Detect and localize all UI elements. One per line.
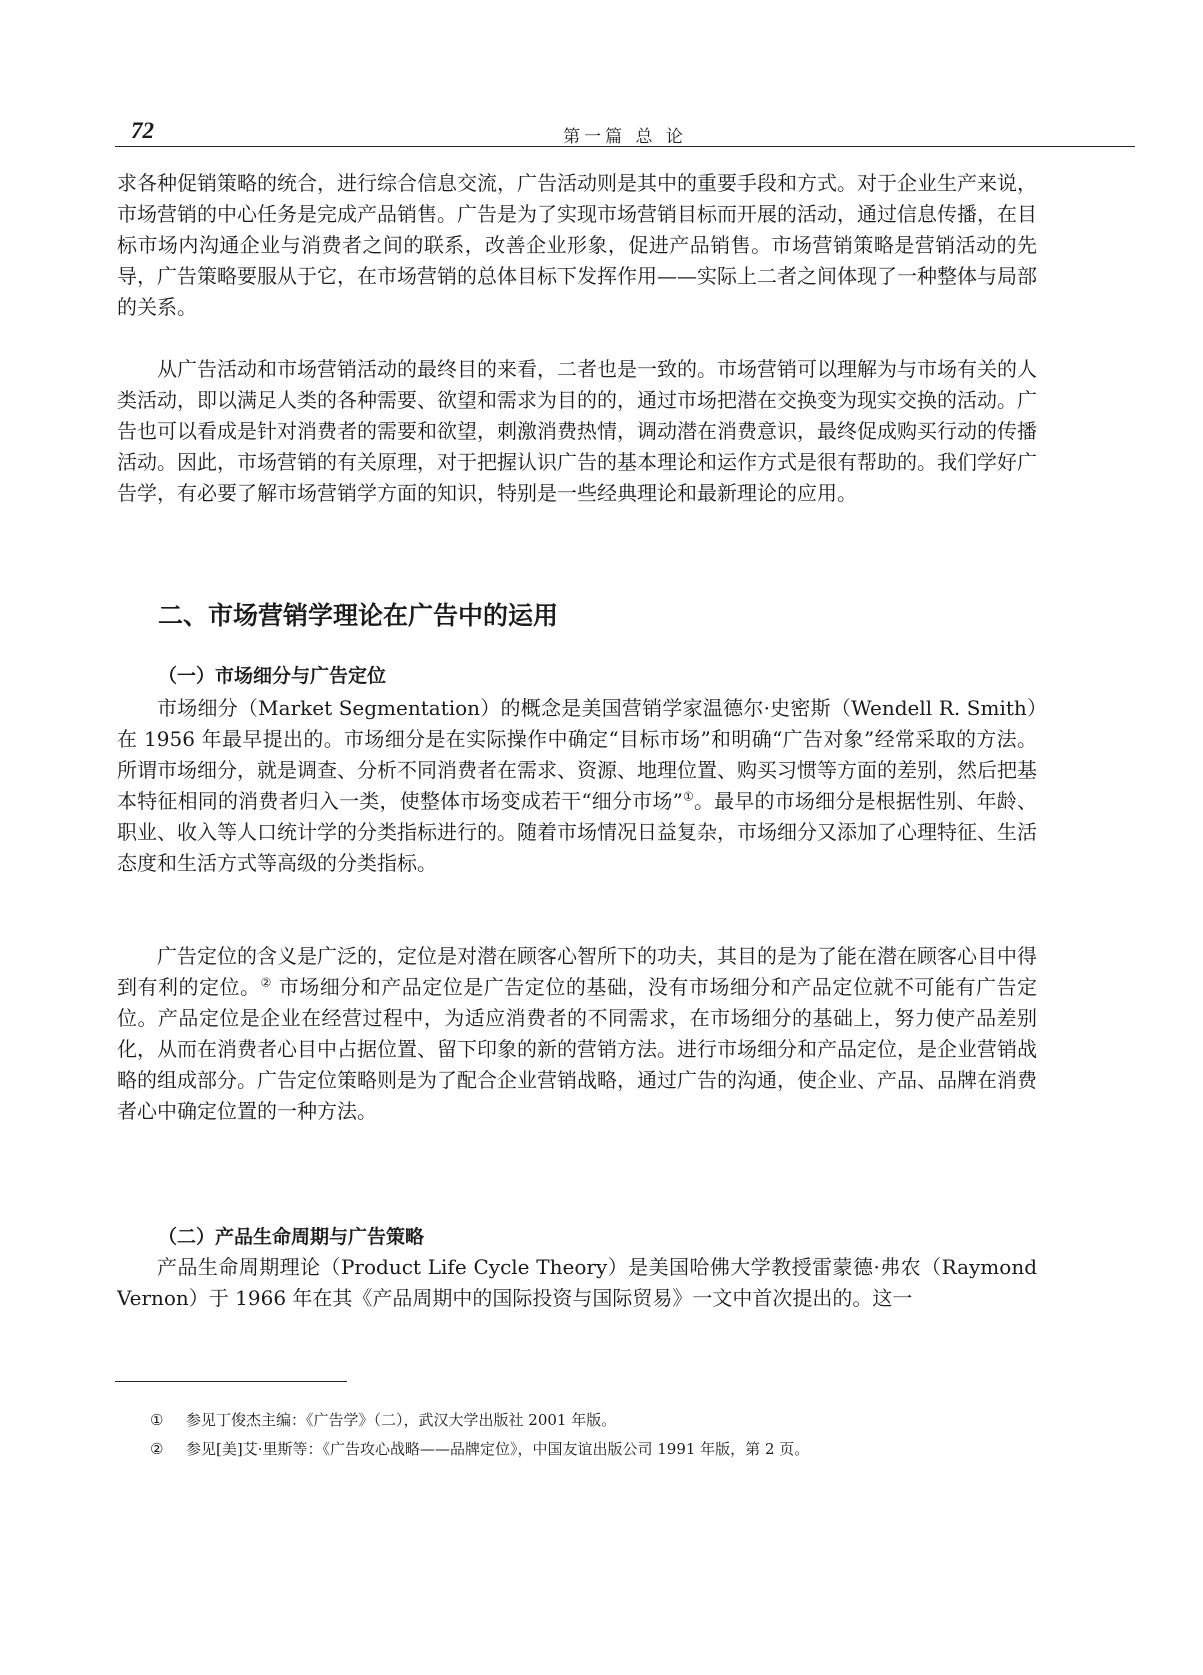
footnote-1	[150, 1410, 616, 1430]
subheading-product-life-cycle: （二）产品生命周期与广告策略	[158, 1226, 425, 1248]
footnote-2	[150, 1439, 809, 1459]
paragraph-text: 。最早的市场细分是根据性别、年龄、职业、收入等人口统计学的分类指标进行的。随着市场情况日益复杂，市场细分又添加了心理特征、生活态度和生活方式等高级的分类指标。	[117, 789, 1037, 875]
running-title: 第一篇 总 论	[563, 127, 687, 147]
paragraph-text: 市场细分和产品定位是广告定位的基础，没有市场细分和产品定位就不可能有广告定位。产品定位是企业在经营过程中，为适应消费者的不同需求，在市场细分的基础上，努力使产品差别化，从而在消费者心目中占据位置、留下印象的新的营销方法。进行市场细分和产品定位，是企业营销战略的组成部分。广告定位策略则是为了配合企业营销战略，通过广告的沟通，使企业、产品、品牌在消费者心中确定位置的一种方法。	[117, 975, 1038, 1123]
paragraph-text: 广告定位的含义是广泛的，定位是对潜在顾客心智所下的功夫，其目的是为了能在潜在顾客心目中得到有利的定位。	[117, 944, 1037, 999]
paragraph-market-segmentation	[117, 693, 1037, 879]
section-heading: 二、市场营销学理论在广告中的运用	[158, 601, 559, 630]
paragraph-product-life-cycle: 产品生命周期理论（Product Life Cycle Theory）是美国哈佛大学教授雷蒙德·弗农（Raymond Vernon）于 1966 年在其《产品周期中的国际投资与国际贸易》一文中首次提出的。这一	[117, 1255, 1037, 1310]
footnote-ref-1[interactable]: ①	[682, 789, 694, 804]
paragraph-continuation: 求各种促销策略的统合，进行综合信息交流，广告活动则是其中的重要手段和方式。对于企业生产来说，市场营销的中心任务是完成产品销售。广告是为了实现市场营销目标而开展的活动，通过信息传播，在目标市场内沟通企业与消费者之间的联系，改善企业形象，促进产品销售。市场营销策略是营销活动的先导，广告策略要服从于它，在市场营销的总体目标下发挥作用——实际上二者之间体现了一种整体与局部的关系。	[117, 171, 1037, 319]
paragraph-text: 市场细分（Market Segmentation）的概念是美国营销学家温德尔·史密斯（Wendell R. Smith）在 1956 年最早提出的。市场细分是在实际操作中确定“目标市场”和明确“广告对象”经常采取的方法。所谓市场细分，就是调查、分析不同消费者在需求、资源、地理位置、购买习惯等方面的差别，然后把基本特征相同的消费者归入一类，使整体市场变成若干“细分市场”	[117, 696, 1037, 813]
footnote-text: 参见丁俊杰主编：《广告学》（二），武汉大学出版社 2001 年版。	[186, 1411, 617, 1429]
footnote-mark: ②	[150, 1440, 164, 1458]
paragraph-ad-positioning	[117, 941, 1037, 1127]
page-header	[115, 100, 1135, 147]
footnote-divider	[115, 1381, 347, 1382]
paragraph-purpose: 从广告活动和市场营销活动的最终目的来看，二者也是一致的。市场营销可以理解为与市场有关的人类活动，即以满足人类的各种需要、欲望和需求为目的的，通过市场把潜在交换变为现实交换的活动。广告也可以看成是针对消费者的需要和欲望，刺激消费热情，调动潜在消费意识，最终促成购买行动的传播活动。因此，市场营销的有关原理，对于把握认识广告的基本理论和运作方式是很有帮助的。我们学好广告学，有必要了解市场营销学方面的知识，特别是一些经典理论和最新理论的应用。	[117, 357, 1037, 505]
page-number: 72	[131, 118, 154, 143]
footnote-mark: ①	[150, 1411, 164, 1429]
footnote-ref-2[interactable]: ②	[260, 975, 272, 990]
subheading-market-segmentation: （一）市场细分与广告定位	[158, 665, 387, 687]
footnote-text: 参见[美]艾·里斯等：《广告攻心战略——品牌定位》，中国友谊出版公司 1991 年版，第 2 页。	[186, 1440, 810, 1458]
